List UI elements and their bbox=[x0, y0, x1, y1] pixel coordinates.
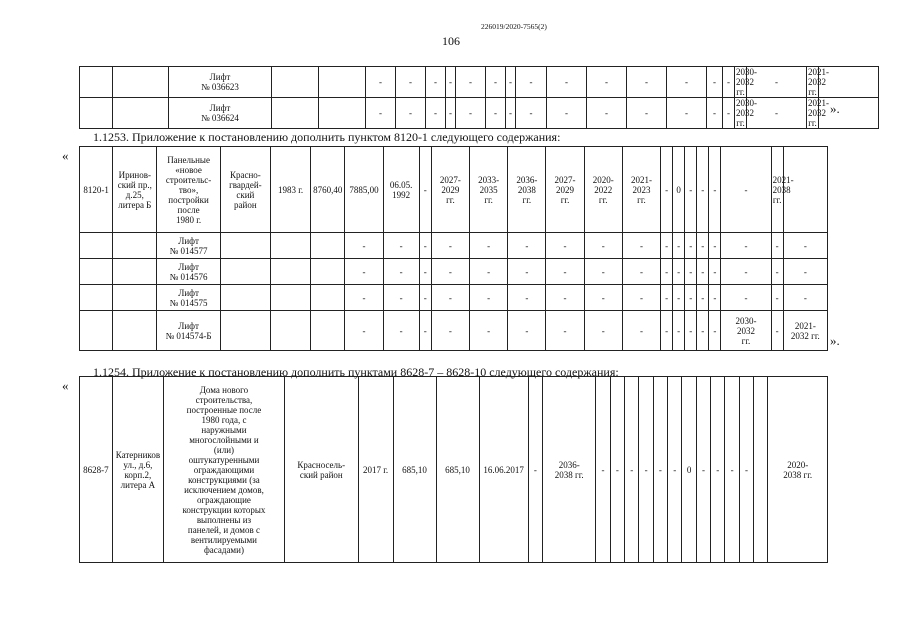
value-cell: - bbox=[739, 377, 753, 563]
district: Красносель- ский район bbox=[284, 377, 358, 563]
dash-cell: - bbox=[431, 285, 469, 311]
empty-cell bbox=[113, 311, 157, 351]
value-cell: - bbox=[396, 98, 426, 129]
lift-name: Лифт № 014574-Б bbox=[157, 311, 220, 351]
lift-table-continuation bbox=[79, 66, 879, 129]
empty-cell bbox=[113, 67, 169, 98]
value-cell: 2021- 2038 гг. bbox=[771, 147, 783, 233]
dash-cell: - bbox=[673, 311, 685, 351]
document-number: 226019/2020-7565(2) bbox=[481, 22, 547, 31]
empty-cell bbox=[272, 98, 319, 129]
value-cell: - bbox=[506, 98, 516, 129]
empty-cell bbox=[80, 98, 113, 129]
dash-cell: - bbox=[528, 377, 542, 563]
value-cell: - bbox=[366, 98, 396, 129]
value-cell: - bbox=[696, 377, 710, 563]
empty-cell bbox=[113, 259, 157, 285]
empty-cell bbox=[80, 285, 113, 311]
dash-cell: - bbox=[345, 311, 383, 351]
value-cell: - bbox=[516, 67, 547, 98]
closing-quote-1: ». bbox=[830, 101, 840, 116]
dash-cell: - bbox=[685, 285, 697, 311]
value-cell: - bbox=[653, 377, 667, 563]
value-cell: - bbox=[723, 98, 735, 129]
value-cell: - bbox=[685, 147, 697, 233]
table-row-lift bbox=[80, 233, 828, 259]
dash-cell: - bbox=[546, 311, 584, 351]
dash-cell: - bbox=[508, 233, 546, 259]
dash-cell: - bbox=[622, 311, 660, 351]
dash-cell: - bbox=[721, 285, 771, 311]
dash-cell: - bbox=[345, 285, 383, 311]
value-cell: 2021- 2032 гг. bbox=[808, 98, 829, 128]
date: 06.05. 1992 bbox=[383, 147, 419, 233]
value-cell: - bbox=[625, 377, 639, 563]
table-row bbox=[80, 98, 879, 129]
building-8628-7-table bbox=[79, 376, 828, 563]
lift-name: Лифт № 014577 bbox=[157, 233, 220, 259]
value-cell: - bbox=[506, 67, 516, 98]
district: Красно- гвардей- ский район bbox=[220, 147, 270, 233]
value-cell: - bbox=[516, 98, 547, 129]
dash-cell: - bbox=[709, 311, 721, 351]
empty-cell bbox=[272, 67, 319, 98]
lift-name: Лифт № 014576 bbox=[157, 259, 220, 285]
empty-cell bbox=[271, 311, 311, 351]
dash-cell: - bbox=[546, 233, 584, 259]
building-type: Панельные «новое строительс- тво», постройки после 1980 г. bbox=[157, 147, 220, 233]
dash-cell: - bbox=[383, 233, 419, 259]
empty-cell bbox=[80, 259, 113, 285]
date: 16.06.2017 bbox=[479, 377, 528, 563]
dash-cell: - bbox=[661, 311, 673, 351]
dash-cell: - bbox=[661, 285, 673, 311]
dash-cell: - bbox=[697, 233, 709, 259]
area-living: 7885,00 bbox=[345, 147, 383, 233]
dash-cell: - bbox=[685, 233, 697, 259]
year: 2017 г. bbox=[358, 377, 393, 563]
dash-cell: - bbox=[622, 259, 660, 285]
dash-cell: - bbox=[584, 233, 622, 259]
dash-cell: - bbox=[470, 311, 508, 351]
empty-cell bbox=[271, 259, 311, 285]
dash-cell: - bbox=[584, 285, 622, 311]
value-cell: - bbox=[456, 98, 486, 129]
value-cell: 2027- 2029 гг. bbox=[546, 147, 584, 233]
dash-cell: - bbox=[709, 285, 721, 311]
value-cell: - bbox=[596, 377, 610, 563]
empty-cell bbox=[220, 259, 270, 285]
value-cell: - bbox=[627, 98, 667, 129]
table-row-lift bbox=[80, 311, 828, 351]
value-cell: 2030- 2032 гг. bbox=[736, 67, 757, 97]
value-cell: - bbox=[709, 147, 721, 233]
empty-cell bbox=[754, 377, 768, 563]
empty-cell bbox=[220, 285, 270, 311]
dash-cell: - bbox=[721, 233, 771, 259]
dash-cell: - bbox=[771, 259, 783, 285]
dash-cell: - bbox=[673, 285, 685, 311]
empty-cell bbox=[311, 233, 345, 259]
value-cell: - bbox=[668, 377, 682, 563]
value-cell: 2021- 2032 гг. bbox=[783, 311, 827, 351]
value-cell: - bbox=[627, 67, 667, 98]
dash-cell: - bbox=[431, 311, 469, 351]
address: Катерников ул., д.6, корп.2, литера А bbox=[112, 377, 163, 563]
item-number: 8120-1 bbox=[80, 147, 113, 233]
dash-cell: - bbox=[419, 233, 431, 259]
table-row bbox=[80, 67, 879, 98]
area-total: 8760,40 bbox=[311, 147, 345, 233]
value-cell: 2020- 2022 гг. bbox=[584, 147, 622, 233]
value-cell: - bbox=[723, 67, 735, 98]
value-cell: - bbox=[721, 147, 771, 233]
value-cell: 2030- 2032 гг. bbox=[721, 311, 771, 351]
value-cell: - bbox=[697, 147, 709, 233]
table-row-main bbox=[80, 377, 828, 563]
dash-cell: - bbox=[771, 233, 783, 259]
value-cell: - bbox=[446, 98, 456, 129]
dash-cell: - bbox=[584, 259, 622, 285]
dash-cell: - bbox=[431, 233, 469, 259]
total-period: 2020- 2038 гг. bbox=[768, 377, 828, 563]
value-cell: - bbox=[747, 67, 807, 98]
dash-cell: - bbox=[383, 259, 419, 285]
empty-cell bbox=[311, 311, 345, 351]
table-row-lift bbox=[80, 259, 828, 285]
value-cell: - bbox=[587, 67, 627, 98]
page-number: 106 bbox=[442, 34, 460, 48]
dash-cell: - bbox=[771, 285, 783, 311]
value-cell: - bbox=[547, 67, 587, 98]
value-cell: - bbox=[661, 147, 673, 233]
value-cell: 2033- 2035 гг. bbox=[470, 147, 508, 233]
empty-cell bbox=[311, 285, 345, 311]
value-cell: - bbox=[747, 98, 807, 129]
value-cell: - bbox=[419, 147, 431, 233]
opening-quote-3: « bbox=[62, 378, 69, 393]
dash-cell: - bbox=[673, 233, 685, 259]
dash-cell: - bbox=[508, 285, 546, 311]
opening-quote-2: « bbox=[62, 148, 69, 163]
dash-cell: - bbox=[661, 233, 673, 259]
dash-cell: - bbox=[697, 285, 709, 311]
paragraph-1254: 1.1254. Приложение к постановлению дополнить пунктами 8628-7 – 8628-10 следующего содержания: bbox=[93, 365, 619, 379]
empty-cell bbox=[271, 233, 311, 259]
empty-cell bbox=[80, 233, 113, 259]
dash-cell: - bbox=[783, 285, 827, 311]
dash-cell: - bbox=[345, 259, 383, 285]
value-cell: 2036- 2038 гг. bbox=[508, 147, 546, 233]
value-cell: 0 bbox=[673, 147, 685, 233]
dash-cell: - bbox=[508, 259, 546, 285]
item-number: 8628-7 bbox=[80, 377, 113, 563]
dash-cell: - bbox=[419, 259, 431, 285]
empty-cell bbox=[319, 98, 366, 129]
value-cell: - bbox=[396, 67, 426, 98]
empty-cell bbox=[113, 98, 169, 129]
table-row-lift bbox=[80, 285, 828, 311]
dash-cell: - bbox=[622, 285, 660, 311]
lift-name: Лифт № 036623 bbox=[169, 67, 272, 98]
value-cell: - bbox=[426, 98, 446, 129]
value-cell: 2021- 2032 гг. bbox=[808, 67, 829, 97]
period: 2036- 2038 гг. bbox=[543, 377, 596, 563]
value-cell: - bbox=[486, 98, 506, 129]
dash-cell: - bbox=[721, 259, 771, 285]
dash-cell: - bbox=[470, 259, 508, 285]
value-cell: - bbox=[426, 67, 446, 98]
value-cell: - bbox=[707, 67, 723, 98]
value-cell: - bbox=[667, 98, 707, 129]
lift-name: Лифт № 036624 bbox=[169, 98, 272, 129]
value-cell: - bbox=[610, 377, 624, 563]
value-cell: 0 bbox=[682, 377, 696, 563]
value-cell: - bbox=[486, 67, 506, 98]
closing-quote-2: ». bbox=[830, 333, 840, 348]
dash-cell: - bbox=[470, 233, 508, 259]
dash-cell: - bbox=[470, 285, 508, 311]
dash-cell: - bbox=[783, 259, 827, 285]
dash-cell: - bbox=[673, 259, 685, 285]
dash-cell: - bbox=[383, 285, 419, 311]
value-cell: - bbox=[667, 67, 707, 98]
dash-cell: - bbox=[546, 259, 584, 285]
empty-cell bbox=[271, 285, 311, 311]
value-cell: 2027- 2029 гг. bbox=[431, 147, 469, 233]
dash-cell: - bbox=[383, 311, 419, 351]
dash-cell: - bbox=[783, 233, 827, 259]
dash-cell: - bbox=[431, 259, 469, 285]
empty-cell bbox=[80, 67, 113, 98]
dash-cell: - bbox=[419, 311, 431, 351]
building-8120-1-table bbox=[79, 146, 828, 351]
value-cell: - bbox=[446, 67, 456, 98]
value-cell: - bbox=[456, 67, 486, 98]
value-cell: - bbox=[587, 98, 627, 129]
empty-cell bbox=[113, 285, 157, 311]
empty-cell bbox=[80, 311, 113, 351]
table-row-main bbox=[80, 147, 828, 233]
building-type: Дома нового строительства, построенные после 1980 года, с наружными многослойными и (или) оштукатуренными ограждающими конструкциями (за исключением домов, ограждающие конструкции которых выполнены из панелей, и домов с вентилируемыми фасадами) bbox=[164, 377, 285, 563]
paragraph-1253: 1.1253. Приложение к постановлению дополнить пунктом 8120-1 следующего содержания: bbox=[93, 130, 561, 144]
dash-cell: - bbox=[709, 233, 721, 259]
dash-cell: - bbox=[661, 259, 673, 285]
value-cell: 2021- 2023 гг. bbox=[622, 147, 660, 233]
dash-cell: - bbox=[771, 311, 783, 351]
dash-cell: - bbox=[685, 259, 697, 285]
area-living: 685,10 bbox=[436, 377, 479, 563]
dash-cell: - bbox=[685, 311, 697, 351]
lift-name: Лифт № 014575 bbox=[157, 285, 220, 311]
value-cell: - bbox=[725, 377, 739, 563]
value-cell: 2030- 2032 гг. bbox=[736, 98, 757, 128]
empty-cell bbox=[319, 67, 366, 98]
dash-cell: - bbox=[508, 311, 546, 351]
dash-cell: - bbox=[584, 311, 622, 351]
dash-cell: - bbox=[697, 311, 709, 351]
dash-cell: - bbox=[709, 259, 721, 285]
area-total: 685,10 bbox=[393, 377, 436, 563]
empty-cell bbox=[220, 233, 270, 259]
dash-cell: - bbox=[622, 233, 660, 259]
address: Иринов- ский пр., д.25, литера Б bbox=[113, 147, 157, 233]
value-cell: - bbox=[547, 98, 587, 129]
dash-cell: - bbox=[697, 259, 709, 285]
empty-cell bbox=[220, 311, 270, 351]
value-cell: - bbox=[707, 98, 723, 129]
dash-cell: - bbox=[419, 285, 431, 311]
value-cell: - bbox=[711, 377, 725, 563]
value-cell: - bbox=[366, 67, 396, 98]
dash-cell: - bbox=[546, 285, 584, 311]
empty-cell bbox=[113, 233, 157, 259]
dash-cell: - bbox=[345, 233, 383, 259]
year: 1983 г. bbox=[271, 147, 311, 233]
value-cell: - bbox=[639, 377, 653, 563]
empty-cell bbox=[311, 259, 345, 285]
